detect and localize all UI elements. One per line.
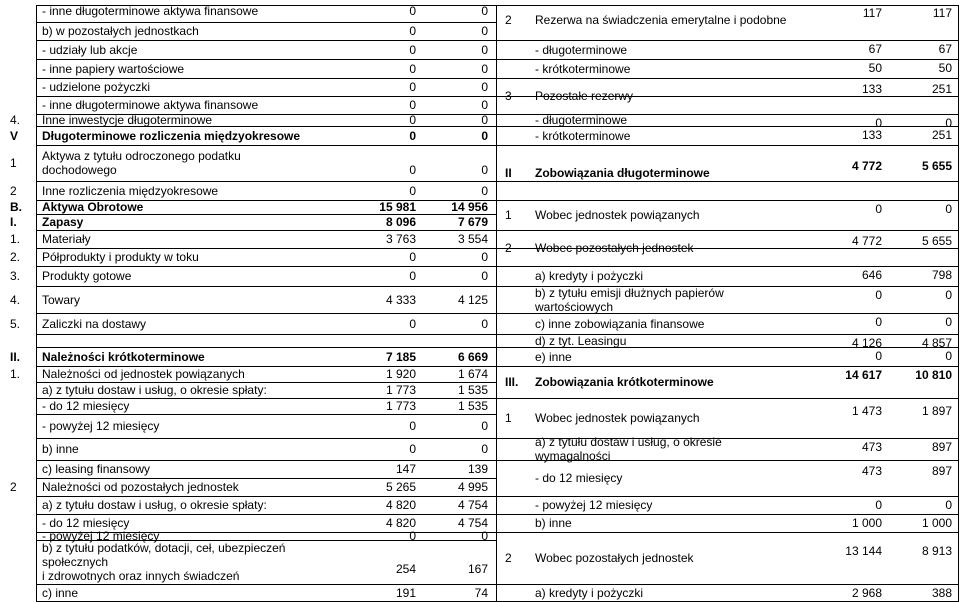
value-current: 1 000 (851, 516, 882, 530)
right-row-line (496, 5, 958, 6)
row-label: - do 12 miesięcy (42, 516, 130, 530)
row-number: 2 (10, 183, 17, 198)
left-row-line (36, 584, 496, 585)
value-previous: 0 (945, 349, 952, 363)
value-previous: 0 (481, 419, 488, 433)
value-previous: 0 (481, 442, 488, 456)
row-label: - krótkoterminowe (535, 61, 631, 76)
row-label: - udziały lub akcje (42, 42, 138, 57)
value-current: 0 (409, 4, 416, 18)
row-label: Wobec jednostek powiązanych (535, 208, 700, 222)
right-row-line (496, 514, 958, 515)
row-number: 2. (10, 250, 21, 264)
row-number: 5. (10, 316, 21, 331)
value-previous: 8 913 (921, 544, 952, 558)
row-number: II. (10, 349, 21, 364)
value-current: 0 (409, 529, 416, 543)
row-label: c) inne (42, 585, 79, 600)
value-current: 8 096 (385, 215, 416, 229)
row-label: wymagalności (535, 449, 611, 463)
row-label: Półprodukty i produkty w toku (42, 250, 199, 264)
row-number: 1 (10, 156, 17, 170)
row-label: - długoterminowe (535, 113, 628, 127)
left-row-line (36, 96, 496, 97)
row-label: Towary (42, 292, 81, 307)
value-current: 4 820 (385, 516, 416, 530)
row-label: Należności od jednostek powiązanych (42, 367, 245, 381)
row-label: - krótkoterminowe (535, 128, 631, 143)
row-number: V (10, 128, 19, 143)
row-label: Wobec pozostałych jednostek (535, 551, 694, 565)
row-label: - powyżej 12 miesięcy (42, 529, 160, 543)
value-previous: 897 (931, 440, 952, 454)
value-current: 0 (875, 315, 882, 329)
left-row-line (36, 347, 496, 348)
row-label: b) z tytułu podatków, dotacji, ceł, ubezpieczeń (42, 541, 286, 555)
row-number: II (505, 165, 512, 180)
row-label: Pozostałe rezerwy (535, 89, 634, 103)
row-label: a) z tytułu dostaw i usług, o okresie spłaty: (42, 498, 267, 512)
value-previous: 5 655 (921, 158, 952, 173)
left-row-line (36, 40, 496, 41)
value-current: 117 (862, 6, 882, 20)
value-current: 0 (409, 24, 416, 38)
value-previous: 4 754 (457, 498, 488, 512)
value-previous: 251 (931, 82, 952, 96)
row-label: Rezerwa na świadczenia emerytalne i podobne (535, 13, 787, 27)
value-current: 1 773 (385, 399, 416, 413)
left-row-line (36, 313, 496, 314)
row-label: Długoterminowe rozliczenia międzyokresowe (42, 128, 301, 143)
row-label: e) inne (535, 349, 572, 364)
row-number: 1. (10, 232, 21, 246)
value-current: 3 763 (385, 232, 416, 246)
left-row-line (36, 478, 496, 479)
row-label: a) kredyty i pożyczki (535, 269, 644, 283)
value-current: 7 185 (385, 349, 416, 364)
value-current: 15 981 (379, 200, 416, 214)
row-label: - długoterminowe (535, 42, 628, 57)
row-number: I. (10, 215, 17, 229)
row-label: - powyżej 12 miesięcy (42, 419, 160, 433)
value-current: 0 (409, 250, 416, 264)
row-label: - udzielone pożyczki (42, 80, 151, 94)
value-previous: 0 (481, 269, 488, 283)
left-row-line (36, 438, 496, 439)
row-label: Wobec jednostek powiązanych (535, 411, 700, 425)
value-current: 191 (395, 585, 416, 600)
value-current: 0 (409, 163, 416, 177)
value-current: 0 (409, 316, 416, 331)
value-previous: 14 956 (451, 200, 488, 214)
value-previous: 798 (931, 268, 952, 282)
value-current: 0 (409, 98, 416, 112)
left-row-line (36, 181, 496, 182)
value-current: 4 772 (851, 234, 882, 248)
value-previous: 74 (474, 585, 488, 600)
value-previous: 0 (481, 529, 488, 543)
right-row-line (496, 200, 958, 201)
row-label: wartościowych (535, 299, 614, 314)
left-row-line (36, 145, 496, 146)
value-current: 14 617 (845, 368, 882, 382)
value-current: 133 (861, 82, 882, 96)
right-row-line (496, 145, 958, 146)
row-label: Inne inwestycje długoterminowe (42, 113, 213, 127)
value-previous: 0 (481, 316, 488, 331)
right-row-line (496, 398, 958, 399)
value-previous: 3 554 (457, 232, 488, 246)
left-row-line (36, 22, 496, 23)
row-number: 3 (505, 89, 512, 103)
value-current: 0 (409, 128, 416, 143)
row-label: b) z tytułu emisji dłużnych papierów (535, 285, 724, 300)
row-label: a) z tytułu dostaw i usług, o okresie (535, 435, 722, 449)
value-previous: 1 674 (457, 367, 488, 381)
left-row-line (36, 78, 496, 79)
value-previous: 0 (481, 183, 488, 198)
left-row-line (36, 414, 496, 415)
row-label: - do 12 miesięcy (535, 471, 623, 485)
row-label: Należności krótkoterminowe (42, 349, 205, 364)
value-previous: 5 655 (921, 234, 952, 248)
value-current: 147 (395, 462, 416, 476)
left-row-line (36, 230, 496, 231)
right-row-line (496, 366, 958, 367)
value-current: 0 (875, 288, 882, 302)
row-number: 1 (505, 208, 512, 222)
row-label: - do 12 miesięcy (42, 399, 130, 413)
row-label: dochodowego (42, 163, 117, 177)
value-previous: 4 995 (457, 480, 488, 494)
value-previous: 1 000 (921, 516, 952, 530)
value-current: 4 820 (385, 498, 416, 512)
value-previous: 4 857 (921, 336, 952, 350)
row-label: Zobowiązania długoterminowe (535, 165, 710, 180)
row-label: b) inne (535, 516, 572, 530)
left-row-line (36, 496, 496, 497)
left-row-line (36, 59, 496, 60)
row-label: Inne rozliczenia międzyokresowe (42, 183, 219, 198)
value-current: 1 773 (385, 383, 416, 397)
row-label: - powyżej 12 miesięcy (535, 498, 653, 512)
row-label: Zobowiązania krótkoterminowe (535, 375, 714, 389)
value-previous: 0 (481, 24, 488, 38)
row-label: Aktywa Obrotowe (42, 200, 144, 214)
row-number: 2 (10, 480, 17, 494)
row-label: c) leasing finansowy (42, 462, 151, 476)
value-current: 2 968 (851, 586, 882, 600)
right-row-line (496, 496, 958, 497)
value-current: 473 (861, 464, 882, 478)
row-label: b) w pozostałych jednostkach (42, 24, 199, 38)
row-number: 1 (505, 411, 512, 425)
row-label: Materiały (42, 232, 91, 246)
middle-divider (496, 5, 497, 602)
left-row-line (36, 334, 496, 335)
value-current: 1 920 (385, 367, 416, 381)
right-row-line (496, 230, 958, 231)
value-previous: 0 (481, 98, 488, 112)
value-previous: 0 (481, 4, 488, 18)
value-current: 646 (861, 268, 882, 282)
value-previous: 0 (945, 116, 952, 130)
value-previous: 0 (481, 61, 488, 76)
left-border (36, 5, 37, 602)
value-previous: 117 (932, 6, 952, 20)
value-current: 0 (409, 183, 416, 198)
value-previous: 10 810 (915, 368, 952, 382)
row-label: i zdrowotnych oraz innych świadczeń (42, 569, 240, 583)
value-previous: 1 535 (457, 383, 488, 397)
row-label: Wobec pozostałych jednostek (535, 241, 694, 255)
row-label: Zaliczki na dostawy (42, 316, 147, 331)
value-current: 0 (409, 442, 416, 456)
row-number: 1. (10, 367, 21, 381)
value-current: 4 772 (851, 158, 882, 173)
value-previous: 388 (931, 586, 952, 600)
value-previous: 1 897 (921, 404, 952, 418)
value-previous: 0 (481, 128, 488, 143)
row-label: Zapasy (42, 215, 84, 229)
value-current: 50 (868, 61, 882, 75)
value-previous: 67 (938, 42, 952, 56)
value-current: 0 (409, 80, 416, 94)
value-previous: 4 125 (457, 292, 488, 307)
left-row-line (36, 214, 496, 215)
left-row-line (36, 460, 496, 461)
value-current: 0 (409, 113, 416, 127)
row-number: 4. (10, 113, 21, 127)
value-current: 0 (875, 498, 882, 512)
right-row-line (496, 78, 958, 79)
value-previous: 4 754 (457, 516, 488, 530)
row-number: III. (505, 375, 519, 389)
value-current: 5 265 (385, 480, 416, 494)
value-previous: 167 (467, 562, 488, 576)
left-row-line (36, 514, 496, 515)
right-row-line (496, 59, 958, 60)
value-previous: 251 (931, 128, 952, 142)
value-previous: 0 (481, 80, 488, 94)
right-row-line (496, 181, 958, 182)
row-label: Produkty gotowe (42, 269, 132, 283)
row-number: 2 (505, 551, 512, 565)
value-previous: 139 (467, 462, 488, 476)
row-number: 2 (505, 13, 512, 27)
row-number: 3. (10, 269, 21, 283)
row-label: c) inne zobowiązania finansowe (535, 316, 705, 331)
value-current: 0 (875, 202, 882, 216)
value-current: 0 (409, 419, 416, 433)
row-number: 2 (505, 241, 512, 255)
right-row-line (496, 532, 958, 533)
value-current: 133 (861, 128, 882, 142)
row-label: a) z tytułu dostaw i usług, o okresie spłaty: (42, 383, 267, 397)
value-previous: 0 (481, 42, 488, 57)
value-current: 0 (875, 116, 882, 130)
value-previous: 0 (481, 250, 488, 264)
row-label: - inne długoterminowe aktywa finansowe (42, 98, 259, 112)
value-previous: 1 535 (457, 399, 488, 413)
row-number: B. (10, 200, 22, 214)
right-row-line (496, 40, 958, 41)
row-label: Należności od pozostałych jednostek (42, 480, 239, 494)
value-previous: 50 (938, 61, 952, 75)
row-label: - inne długoterminowe aktywa finansowe (42, 4, 259, 18)
value-current: 0 (875, 349, 882, 363)
value-current: 67 (868, 42, 882, 56)
value-current: 1 473 (851, 404, 882, 418)
value-current: 0 (409, 269, 416, 283)
row-label: Aktywa z tytułu odroczonego podatku (42, 149, 241, 163)
value-current: 0 (409, 42, 416, 57)
left-row-line (36, 248, 496, 249)
left-row-line (36, 266, 496, 267)
value-previous: 897 (931, 464, 952, 478)
left-row-line (36, 286, 496, 287)
value-current: 13 144 (845, 544, 882, 558)
value-current: 4 333 (385, 292, 416, 307)
value-current: 0 (409, 61, 416, 76)
right-border (958, 5, 959, 602)
row-label: - inne papiery wartościowe (42, 61, 185, 76)
value-previous: 0 (481, 113, 488, 127)
value-current: 473 (861, 440, 882, 454)
value-previous: 0 (481, 163, 488, 177)
value-previous: 0 (945, 498, 952, 512)
value-previous: 0 (945, 202, 952, 216)
value-previous: 7 679 (457, 215, 488, 229)
value-current: 4 126 (851, 336, 882, 350)
row-label: a) kredyty i pożyczki (535, 585, 644, 600)
row-number: 4. (10, 292, 21, 307)
row-label: d) z tyt. Leasingu (535, 333, 627, 348)
row-label: b) inne (42, 442, 79, 456)
row-label: społecznych (42, 555, 109, 569)
value-current: 254 (395, 562, 416, 576)
value-previous: 0 (945, 288, 952, 302)
value-previous: 0 (945, 315, 952, 329)
value-previous: 6 669 (457, 349, 488, 364)
right-row-line (496, 266, 958, 267)
